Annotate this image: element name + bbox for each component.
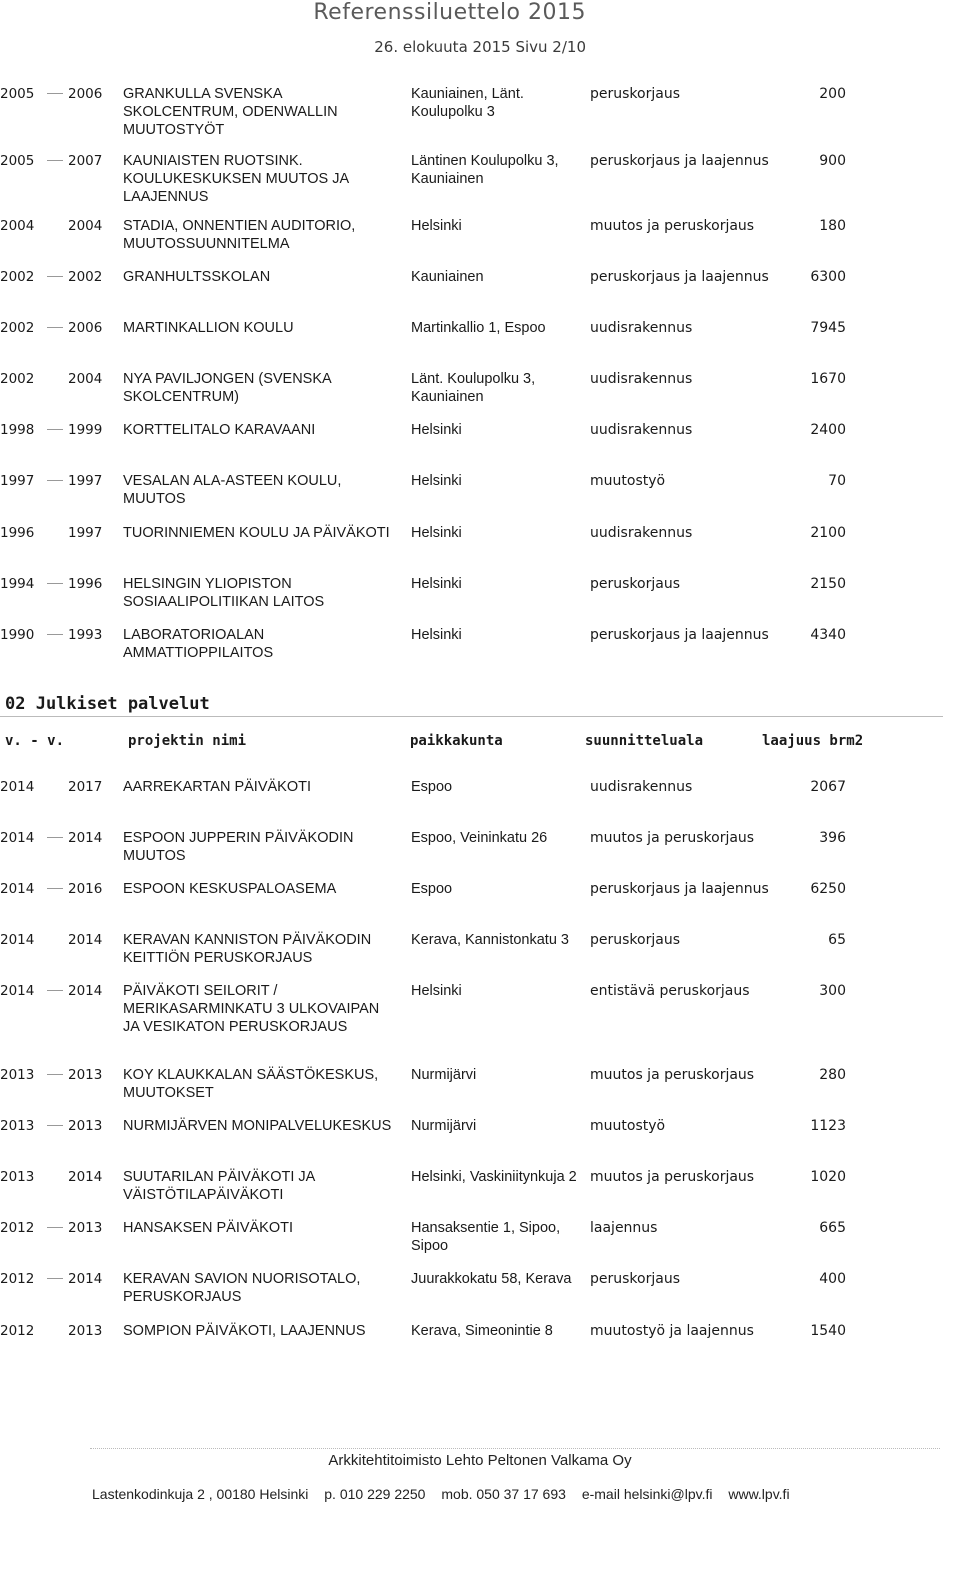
area-brm2: 1020	[810, 1169, 846, 1185]
project-location: Nurmijärvi	[411, 1118, 477, 1134]
project-name: KERAVAN SAVION NUORISOTALO, PERUSKORJAUS	[123, 1271, 361, 1305]
project-location: Helsinki	[411, 218, 462, 234]
area-brm2: 200	[819, 86, 846, 102]
year-start: 1990	[0, 627, 35, 643]
year-end: 2013	[68, 1067, 103, 1083]
design-field: peruskorjaus	[590, 576, 680, 592]
project-location: Hansaksentie 1, Sipoo, Sipoo	[411, 1220, 561, 1254]
footer-contact	[92, 1486, 952, 1502]
project-name: KORTTELITALO KARAVAANI	[123, 422, 316, 438]
area-brm2: 1123	[810, 1118, 846, 1134]
project-name: HELSINGIN YLIOPISTON SOSIAALIPOLITIIKAN LAITOS	[123, 576, 325, 610]
project-location: Kerava, Simeonintie 8	[411, 1323, 553, 1339]
footer-address: Lastenkodinkuja 2 , 00180 Helsinki	[92, 1486, 309, 1502]
year-start: 2014	[0, 932, 35, 948]
column-header-place: paikkakunta	[410, 733, 503, 749]
year-start: 2013	[0, 1067, 35, 1083]
year-start: 1998	[0, 422, 35, 438]
year-range-dash	[47, 1125, 63, 1126]
column-header-project: projektin nimi	[128, 733, 247, 749]
footer-web: www.lpv.fi	[728, 1486, 790, 1502]
area-brm2: 300	[819, 983, 846, 999]
project-location: Helsinki	[411, 525, 462, 541]
year-start: 2002	[0, 371, 35, 387]
year-end: 2014	[68, 932, 103, 948]
year-start: 2013	[0, 1169, 35, 1185]
project-location: Kerava, Kannistonkatu 3	[411, 932, 569, 948]
design-field: muutostyö	[590, 1118, 666, 1134]
year-start: 2012	[0, 1220, 35, 1236]
year-range-dash	[47, 837, 63, 838]
year-end: 2013	[68, 1118, 103, 1134]
area-brm2: 1670	[810, 371, 846, 387]
year-end: 2013	[68, 1220, 103, 1236]
year-start: 2014	[0, 881, 35, 897]
area-brm2: 2067	[810, 779, 846, 795]
design-field: peruskorjaus ja laajennus	[590, 153, 769, 169]
design-field: uudisrakennus	[590, 422, 693, 438]
project-name: GRANKULLA SVENSKA SKOLCENTRUM, ODENWALLIN MUUTOSTYÖT	[123, 86, 338, 138]
year-end: 1997	[68, 473, 103, 489]
column-header-years: v. - v.	[5, 733, 65, 749]
year-range-dash	[47, 93, 63, 94]
year-end: 1996	[68, 576, 103, 592]
design-field: laajennus	[590, 1220, 658, 1236]
project-name: STADIA, ONNENTIEN AUDITORIO, MUUTOSSUUNNITELMA	[123, 218, 356, 252]
area-brm2: 65	[828, 932, 846, 948]
project-name: KOY KLAUKKALAN SÄÄSTÖKESKUS, MUUTOKSET	[123, 1067, 379, 1101]
year-start: 2004	[0, 218, 35, 234]
project-name: NYA PAVILJONGEN (SVENSKA SKOLCENTRUM)	[123, 371, 331, 405]
year-start: 2012	[0, 1323, 35, 1339]
project-name: VESALAN ALA-ASTEEN KOULU, MUUTOS	[123, 473, 342, 507]
project-location: Helsinki	[411, 422, 462, 438]
project-name: LABORATORIOALAN AMMATTIOPPILAITOS	[123, 627, 274, 661]
year-start: 2014	[0, 830, 35, 846]
area-brm2: 900	[819, 153, 846, 169]
area-brm2: 280	[819, 1067, 846, 1083]
project-location: Nurmijärvi	[411, 1067, 477, 1083]
year-end: 2016	[68, 881, 103, 897]
project-location: Martinkallio 1, Espoo	[411, 320, 546, 336]
page-title: Referenssiluettelo 2015	[313, 0, 586, 25]
project-location: Helsinki	[411, 473, 462, 489]
year-end: 1993	[68, 627, 103, 643]
footer-email: e-mail helsinki@lpv.fi	[581, 1486, 713, 1502]
project-location: Juurakkokatu 58, Kerava	[411, 1271, 572, 1287]
design-field: uudisrakennus	[590, 320, 693, 336]
project-location: Länt. Koulupolku 3, Kauniainen	[411, 371, 536, 405]
project-name: NURMIJÄRVEN MONIPALVELUKESKUS	[123, 1118, 392, 1134]
area-brm2: 7945	[810, 320, 846, 336]
year-start: 2005	[0, 153, 35, 169]
project-name: AARREKARTAN PÄIVÄKOTI	[123, 779, 312, 795]
project-location: Helsinki, Vaskiniitynkuja 2	[411, 1169, 577, 1185]
project-name: MARTINKALLION KOULU	[123, 320, 294, 336]
year-range-dash	[47, 429, 63, 430]
project-name: SOMPION PÄIVÄKOTI, LAAJENNUS	[123, 1323, 366, 1339]
area-brm2: 396	[819, 830, 846, 846]
design-field: muutostyö	[590, 473, 666, 489]
year-range-dash	[47, 1074, 63, 1075]
design-field: entistävä peruskorjaus	[590, 983, 750, 999]
design-field: uudisrakennus	[590, 779, 693, 795]
year-end: 2014	[68, 1271, 103, 1287]
year-start: 1996	[0, 525, 35, 541]
year-start: 2013	[0, 1118, 35, 1134]
area-brm2: 180	[819, 218, 846, 234]
design-field: peruskorjaus ja laajennus	[590, 881, 769, 897]
project-location: Kauniainen	[411, 269, 484, 285]
year-range-dash	[47, 990, 63, 991]
project-name: ESPOON KESKUSPALOASEMA	[123, 881, 337, 897]
project-name: ESPOON JUPPERIN PÄIVÄKODIN MUUTOS	[123, 830, 354, 864]
area-brm2: 400	[819, 1271, 846, 1287]
area-brm2: 4340	[810, 627, 846, 643]
project-location: Läntinen Koulupolku 3, Kauniainen	[411, 153, 559, 187]
area-brm2: 2150	[810, 576, 846, 592]
project-name: KAUNIAISTEN RUOTSINK. KOULUKESKUKSEN MUUTOS JA LAAJENNUS	[123, 153, 349, 205]
year-range-dash	[47, 276, 63, 277]
year-end: 2014	[68, 830, 103, 846]
design-field: uudisrakennus	[590, 525, 693, 541]
design-field: muutos ja peruskorjaus	[590, 218, 755, 234]
footer-divider	[90, 1448, 940, 1449]
design-field: uudisrakennus	[590, 371, 693, 387]
year-start: 1997	[0, 473, 35, 489]
year-end: 2007	[68, 153, 103, 169]
year-end: 2002	[68, 269, 103, 285]
area-brm2: 665	[819, 1220, 846, 1236]
project-name: KERAVAN KANNISTON PÄIVÄKODIN KEITTIÖN PERUSKORJAUS	[123, 932, 372, 966]
year-end: 2014	[68, 1169, 103, 1185]
area-brm2: 6250	[810, 881, 846, 897]
project-name: SUUTARILAN PÄIVÄKOTI JA VÄISTÖTILAPÄIVÄKOTI	[123, 1169, 315, 1203]
section-title: 02 Julkiset palvelut	[5, 694, 210, 714]
year-end: 1997	[68, 525, 103, 541]
design-field: peruskorjaus	[590, 86, 680, 102]
design-field: peruskorjaus	[590, 1271, 680, 1287]
column-header-size: laajuus brm2	[762, 733, 864, 749]
project-name: GRANHULTSSKOLAN	[123, 269, 271, 285]
section-divider	[0, 716, 943, 717]
design-field: peruskorjaus ja laajennus	[590, 627, 769, 643]
design-field: muutos ja peruskorjaus	[590, 1067, 755, 1083]
footer-mobile: mob. 050 37 17 693	[441, 1486, 566, 1502]
year-start: 2005	[0, 86, 35, 102]
year-range-dash	[47, 480, 63, 481]
year-end: 2013	[68, 1323, 103, 1339]
design-field: muutos ja peruskorjaus	[590, 830, 755, 846]
year-start: 1994	[0, 576, 35, 592]
project-location: Kauniainen, Länt. Koulupolku 3	[411, 86, 524, 120]
year-range-dash	[47, 1227, 63, 1228]
year-end: 2006	[68, 320, 103, 336]
project-location: Helsinki	[411, 627, 462, 643]
year-range-dash	[47, 634, 63, 635]
design-field: muutostyö ja laajennus	[590, 1323, 754, 1339]
project-name: HANSAKSEN PÄIVÄKOTI	[123, 1220, 294, 1236]
area-brm2: 70	[828, 473, 846, 489]
year-start: 2002	[0, 269, 35, 285]
year-start: 2012	[0, 1271, 35, 1287]
year-end: 1999	[68, 422, 103, 438]
year-end: 2017	[68, 779, 103, 795]
page-date-and-number: 26. elokuuta 2015 Sivu 2/10	[374, 38, 586, 56]
design-field: peruskorjaus	[590, 932, 680, 948]
design-field: muutos ja peruskorjaus	[590, 1169, 755, 1185]
project-name: TUORINNIEMEN KOULU JA PÄIVÄKOTI	[123, 525, 390, 541]
year-start: 2014	[0, 983, 35, 999]
year-end: 2004	[68, 371, 103, 387]
project-location: Espoo	[411, 779, 453, 795]
design-field: peruskorjaus ja laajennus	[590, 269, 769, 285]
area-brm2: 1540	[810, 1323, 846, 1339]
year-end: 2004	[68, 218, 103, 234]
project-location: Espoo	[411, 881, 453, 897]
project-location: Helsinki	[411, 576, 462, 592]
area-brm2: 2400	[810, 422, 846, 438]
area-brm2: 2100	[810, 525, 846, 541]
year-start: 2002	[0, 320, 35, 336]
area-brm2: 6300	[810, 269, 846, 285]
footer-company: Arkkitehtitoimisto Lehto Peltonen Valkama Oy	[328, 1452, 632, 1469]
year-range-dash	[47, 583, 63, 584]
year-range-dash	[47, 888, 63, 889]
column-header-type: suunnitteluala	[585, 733, 704, 749]
year-range-dash	[47, 327, 63, 328]
project-name: PÄIVÄKOTI SEILORIT / MERIKASARMINKATU 3 ULKOVAIPAN JA VESIKATON PERUSKORJAUS	[123, 983, 380, 1035]
project-location: Helsinki	[411, 983, 462, 999]
footer-phone: p. 010 229 2250	[324, 1486, 426, 1502]
year-range-dash	[47, 160, 63, 161]
year-start: 2014	[0, 779, 35, 795]
project-location: Espoo, Veininkatu 26	[411, 830, 548, 846]
year-end: 2014	[68, 983, 103, 999]
year-range-dash	[47, 1278, 63, 1279]
year-end: 2006	[68, 86, 103, 102]
